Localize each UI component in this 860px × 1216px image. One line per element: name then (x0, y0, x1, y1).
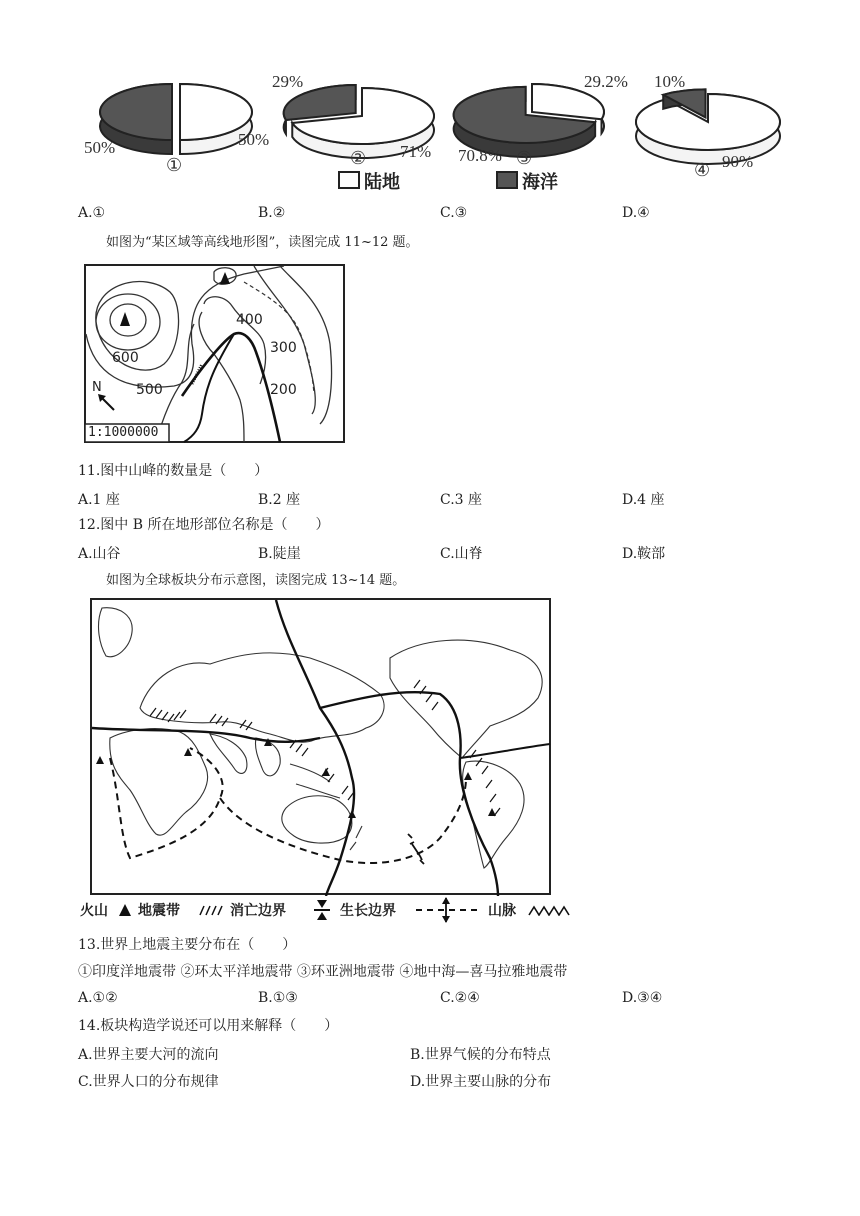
legend-ocean (496, 168, 558, 194)
q12-stem: 12.图中 B 所在地形部位名称是（ ） (78, 517, 330, 533)
contour-label-300: 300 (270, 340, 297, 356)
q10-option-a[interactable]: A.① (78, 205, 106, 221)
plate-map (90, 598, 552, 896)
pie-1-ocean-label: 50% (84, 138, 116, 157)
subduction-icon (312, 896, 332, 924)
q14-option-a[interactable]: A.世界主要大河的流向 (78, 1047, 219, 1063)
q13-option-a[interactable]: A.①② (78, 990, 118, 1006)
q10-option-c[interactable]: C.③ (440, 205, 468, 221)
intro-11-12: 如图为“某区域等高线地形图”，读图完成 11~12 题。 (106, 235, 419, 250)
q13-option-b[interactable]: B.①③ (258, 990, 298, 1006)
plate-map-drawing (90, 598, 552, 896)
q12-option-b[interactable]: B.陡崖 (258, 546, 301, 562)
q13-option-d[interactable]: D.③④ (622, 990, 663, 1006)
legend-ocean-swatch (496, 171, 518, 189)
pie-chart-figure (0, 60, 860, 200)
pie-1-number: ① (166, 155, 183, 176)
pie-4-ocean-label: 10% (654, 72, 686, 91)
legend-subduction-label: 消亡边界 (230, 903, 286, 919)
q12-option-c[interactable]: C.山脊 (440, 546, 483, 562)
pie-3-ocean-label: 70.8% (458, 146, 502, 165)
intro-13-14: 如图为全球板块分布示意图，读图完成 13~14 题。 (106, 573, 406, 588)
contour-label-400: 400 (236, 312, 263, 328)
contour-label-500: 500 (136, 382, 163, 398)
q12-option-a[interactable]: A.山谷 (78, 546, 121, 562)
legend-land-swatch (338, 171, 360, 189)
pie-charts-drawing (0, 60, 860, 200)
legend-land-label: 陆地 (364, 172, 400, 193)
contour-label-200: 200 (270, 382, 297, 398)
pie-2-ocean-label: 29% (272, 72, 304, 91)
pie-3-number: ③ (516, 148, 533, 169)
quake-belt-icon (198, 904, 228, 916)
contour-label-600: 600 (112, 350, 139, 366)
q14-option-d[interactable]: D.世界主要山脉的分布 (410, 1074, 552, 1090)
volcano-icon (118, 903, 132, 917)
q13-choices-line: ①印度洋地震带 ②环太平洋地震带 ③环亚洲地震带 ④地中海—喜马拉雅地震带 (78, 964, 568, 980)
mountain-icon (528, 904, 572, 916)
q13-option-c[interactable]: C.②④ (440, 990, 480, 1006)
pie-1-land-label: 50% (238, 130, 270, 149)
pie-3-land-label: 29.2% (584, 72, 628, 91)
legend-ocean-label: 海洋 (522, 172, 558, 193)
north-label: N (92, 380, 102, 395)
legend-growth-label: 生长边界 (340, 903, 396, 919)
q11-option-d[interactable]: D.4 座 (622, 492, 665, 508)
q11-option-a[interactable]: A.1 座 (78, 492, 120, 508)
legend-quake-label: 地震带 (138, 903, 180, 919)
q14-option-b[interactable]: B.世界气候的分布特点 (410, 1047, 551, 1063)
q12-option-d[interactable]: D.鞍部 (622, 546, 666, 562)
q11-stem: 11.图中山峰的数量是（ ） (78, 463, 269, 479)
q13-stem: 13.世界上地震主要分布在（ ） (78, 937, 297, 953)
contour-map (84, 264, 346, 444)
q11-option-b[interactable]: B.2 座 (258, 492, 301, 508)
q10-option-d[interactable]: D.④ (622, 205, 650, 221)
pie-2-land-label: 71% (400, 142, 432, 161)
pie-2-number: ② (350, 148, 367, 169)
pie-4-land-label: 90% (722, 152, 754, 171)
q14-stem: 14.板块构造学说还可以用来解释（ ） (78, 1018, 339, 1034)
plate-map-legend (80, 900, 580, 924)
growth-boundary-icon (414, 896, 480, 924)
q10-option-b[interactable]: B.② (258, 205, 286, 221)
legend-mountain-label: 山脉 (488, 903, 516, 919)
q11-option-c[interactable]: C.3 座 (440, 492, 483, 508)
legend-land (338, 168, 400, 194)
pie-4-number: ④ (694, 160, 711, 181)
scale-label: 1:1000000 (88, 425, 159, 440)
q14-option-c[interactable]: C.世界人口的分布规律 (78, 1074, 219, 1090)
pie-4-land-slice (636, 94, 780, 164)
legend-volcano-label: 火山 (80, 903, 108, 919)
